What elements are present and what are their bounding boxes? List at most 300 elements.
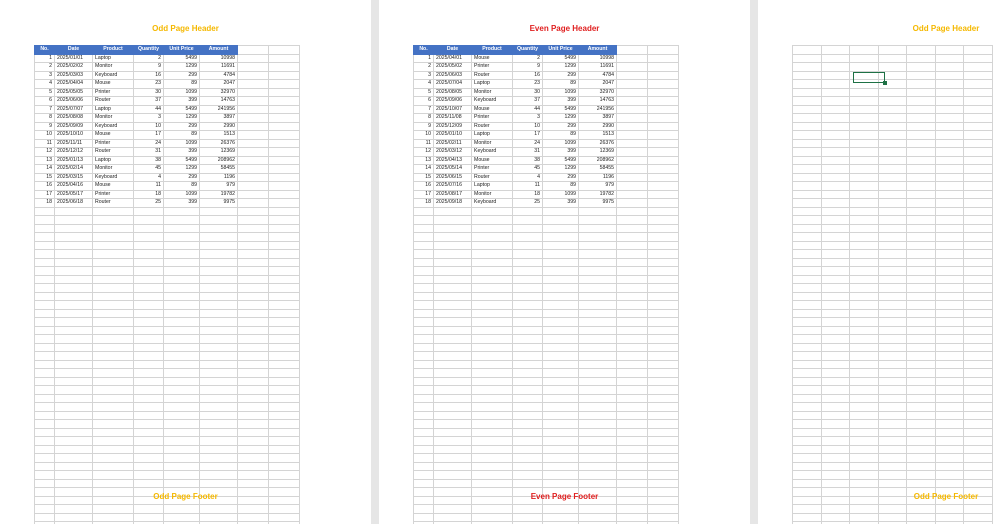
grid-cell[interactable] — [793, 284, 822, 293]
grid-cell[interactable] — [793, 105, 822, 114]
grid-cell[interactable] — [878, 267, 907, 276]
table-cell[interactable]: 3 — [35, 71, 55, 80]
grid-cell[interactable] — [134, 241, 164, 250]
grid-cell[interactable] — [648, 80, 679, 89]
grid-cell[interactable] — [434, 241, 472, 250]
table-cell[interactable]: 241956 — [200, 105, 238, 114]
grid-cell[interactable] — [269, 173, 300, 182]
grid-cell[interactable] — [543, 403, 579, 412]
table-cell[interactable]: 18 — [134, 190, 164, 199]
grid-cell[interactable] — [850, 148, 879, 157]
grid-cell[interactable] — [93, 513, 134, 522]
grid-cell[interactable] — [850, 207, 879, 216]
grid-cell[interactable] — [964, 88, 993, 97]
grid-cell[interactable] — [164, 301, 200, 310]
grid-cell[interactable] — [55, 411, 93, 420]
grid-cell[interactable] — [793, 182, 822, 191]
grid-cell[interactable] — [93, 301, 134, 310]
grid-cell[interactable] — [964, 428, 993, 437]
grid-cell[interactable] — [55, 335, 93, 344]
grid-cell[interactable] — [164, 360, 200, 369]
grid-cell[interactable] — [907, 233, 936, 242]
grid-cell[interactable] — [850, 318, 879, 327]
grid-cell[interactable] — [543, 267, 579, 276]
grid-cell[interactable] — [269, 326, 300, 335]
grid-cell[interactable] — [93, 394, 134, 403]
grid-cell[interactable] — [472, 513, 513, 522]
grid-cell[interactable] — [238, 445, 269, 454]
grid-cell[interactable] — [434, 258, 472, 267]
grid-cell[interactable] — [472, 335, 513, 344]
grid-cell[interactable] — [617, 394, 648, 403]
grid-cell[interactable] — [513, 394, 543, 403]
grid-cell[interactable] — [238, 292, 269, 301]
grid-cell[interactable] — [513, 301, 543, 310]
grid-cell[interactable] — [878, 199, 907, 208]
grid-cell[interactable] — [200, 309, 238, 318]
grid-cell[interactable] — [93, 335, 134, 344]
grid-cell[interactable] — [269, 63, 300, 72]
grid-cell[interactable] — [513, 428, 543, 437]
column-header[interactable]: Product — [472, 46, 513, 55]
grid-cell[interactable] — [164, 309, 200, 318]
grid-cell[interactable] — [907, 394, 936, 403]
grid-cell[interactable] — [269, 284, 300, 293]
table-cell[interactable]: 2025/01/13 — [55, 156, 93, 165]
table-cell[interactable]: 19782 — [200, 190, 238, 199]
grid-cell[interactable] — [200, 479, 238, 488]
grid-cell[interactable] — [821, 63, 850, 72]
grid-cell[interactable] — [617, 241, 648, 250]
grid-cell[interactable] — [472, 445, 513, 454]
grid-cell[interactable] — [648, 267, 679, 276]
grid-cell[interactable] — [850, 292, 879, 301]
table-cell[interactable]: 1299 — [543, 63, 579, 72]
table-cell[interactable]: 38 — [513, 156, 543, 165]
grid-cell[interactable] — [617, 479, 648, 488]
column-header[interactable]: Quantity — [513, 46, 543, 55]
grid-cell[interactable] — [850, 165, 879, 174]
grid-cell[interactable] — [269, 241, 300, 250]
grid-cell[interactable] — [821, 462, 850, 471]
grid-cell[interactable] — [55, 250, 93, 259]
grid-cell[interactable] — [513, 352, 543, 361]
grid-cell[interactable] — [513, 411, 543, 420]
grid-cell[interactable] — [648, 97, 679, 106]
grid-cell[interactable] — [935, 97, 964, 106]
grid-cell[interactable] — [238, 233, 269, 242]
grid-cell[interactable] — [850, 63, 879, 72]
grid-cell[interactable] — [617, 258, 648, 267]
grid-cell[interactable] — [414, 318, 434, 327]
grid-cell[interactable] — [414, 403, 434, 412]
grid-cell[interactable] — [579, 454, 617, 463]
table-cell[interactable]: 10 — [35, 131, 55, 140]
grid-cell[interactable] — [617, 335, 648, 344]
grid-cell[interactable] — [648, 275, 679, 284]
grid-cell[interactable] — [134, 513, 164, 522]
table-cell[interactable]: 12 — [414, 148, 434, 157]
table-cell[interactable]: Laptop — [472, 182, 513, 191]
grid-cell[interactable] — [55, 343, 93, 352]
grid-cell[interactable] — [850, 394, 879, 403]
grid-cell[interactable] — [269, 343, 300, 352]
grid-cell[interactable] — [238, 437, 269, 446]
grid-cell[interactable] — [850, 241, 879, 250]
grid-cell[interactable] — [93, 352, 134, 361]
grid-cell[interactable] — [821, 326, 850, 335]
table-cell[interactable]: 299 — [543, 122, 579, 131]
grid-cell[interactable] — [269, 437, 300, 446]
grid-cell[interactable] — [164, 471, 200, 480]
grid-cell[interactable] — [617, 250, 648, 259]
grid-cell[interactable] — [200, 335, 238, 344]
grid-cell[interactable] — [513, 369, 543, 378]
grid-cell[interactable] — [238, 207, 269, 216]
grid-cell[interactable] — [414, 309, 434, 318]
table-cell[interactable]: 2025/08/17 — [434, 190, 472, 199]
grid-cell[interactable] — [579, 360, 617, 369]
grid-cell[interactable] — [543, 292, 579, 301]
grid-cell[interactable] — [878, 309, 907, 318]
grid-cell[interactable] — [134, 360, 164, 369]
grid-cell[interactable] — [164, 369, 200, 378]
grid-cell[interactable] — [434, 360, 472, 369]
grid-cell[interactable] — [821, 224, 850, 233]
grid-cell[interactable] — [434, 377, 472, 386]
grid-cell[interactable] — [200, 301, 238, 310]
grid-cell[interactable] — [55, 462, 93, 471]
grid-cell[interactable] — [434, 420, 472, 429]
table-cell[interactable]: 2025/08/08 — [55, 114, 93, 123]
grid-cell[interactable] — [935, 335, 964, 344]
grid-cell[interactable] — [878, 445, 907, 454]
grid-cell[interactable] — [793, 148, 822, 157]
grid-cell[interactable] — [414, 284, 434, 293]
grid-cell[interactable] — [878, 97, 907, 106]
grid-cell[interactable] — [238, 122, 269, 131]
grid-cell[interactable] — [472, 437, 513, 446]
grid-cell[interactable] — [793, 233, 822, 242]
grid-cell[interactable] — [134, 275, 164, 284]
table-cell[interactable]: 11691 — [579, 63, 617, 72]
grid-cell[interactable] — [269, 88, 300, 97]
table-cell[interactable]: 2025/09/18 — [434, 199, 472, 208]
grid-cell[interactable] — [513, 233, 543, 242]
grid-cell[interactable] — [907, 301, 936, 310]
table-cell[interactable]: Laptop — [472, 80, 513, 89]
grid-cell[interactable] — [55, 394, 93, 403]
grid-cell[interactable] — [907, 71, 936, 80]
grid-cell[interactable] — [793, 318, 822, 327]
grid-cell[interactable] — [543, 241, 579, 250]
grid-cell[interactable] — [434, 275, 472, 284]
grid-cell[interactable] — [134, 309, 164, 318]
table-cell[interactable]: 2025/01/10 — [434, 131, 472, 140]
grid-cell[interactable] — [200, 267, 238, 276]
grid-cell[interactable] — [513, 437, 543, 446]
table-cell[interactable]: 14763 — [200, 97, 238, 106]
grid-cell[interactable] — [543, 513, 579, 522]
grid-cell[interactable] — [878, 462, 907, 471]
grid-cell[interactable] — [35, 241, 55, 250]
grid-cell[interactable] — [472, 369, 513, 378]
grid-cell[interactable] — [164, 428, 200, 437]
grid-cell[interactable] — [935, 292, 964, 301]
grid-cell[interactable] — [964, 437, 993, 446]
table-cell[interactable]: 10 — [513, 122, 543, 131]
grid-cell[interactable] — [878, 428, 907, 437]
grid-cell[interactable] — [793, 454, 822, 463]
grid-cell[interactable] — [200, 207, 238, 216]
grid-cell[interactable] — [269, 394, 300, 403]
table-cell[interactable]: 9975 — [200, 199, 238, 208]
grid-cell[interactable] — [907, 88, 936, 97]
grid-cell[interactable] — [935, 241, 964, 250]
grid-cell[interactable] — [434, 233, 472, 242]
grid-cell[interactable] — [617, 377, 648, 386]
grid-cell[interactable] — [164, 394, 200, 403]
grid-cell[interactable] — [648, 88, 679, 97]
grid-cell[interactable] — [935, 479, 964, 488]
grid-cell[interactable] — [35, 505, 55, 514]
grid-cell[interactable] — [648, 182, 679, 191]
grid-cell[interactable] — [617, 284, 648, 293]
grid-cell[interactable] — [543, 207, 579, 216]
table-cell[interactable]: 15 — [414, 173, 434, 182]
grid-cell[interactable] — [164, 403, 200, 412]
grid-cell[interactable] — [134, 445, 164, 454]
grid-cell[interactable] — [935, 454, 964, 463]
grid-cell[interactable] — [617, 224, 648, 233]
grid-cell[interactable] — [878, 377, 907, 386]
grid-cell[interactable] — [414, 513, 434, 522]
grid-cell[interactable] — [579, 420, 617, 429]
grid-cell[interactable] — [238, 411, 269, 420]
grid-cell[interactable] — [414, 394, 434, 403]
grid-cell[interactable] — [93, 420, 134, 429]
table-cell[interactable]: 4 — [414, 80, 434, 89]
grid-cell[interactable] — [35, 233, 55, 242]
grid-cell[interactable] — [964, 46, 993, 55]
table-cell[interactable]: Printer — [472, 114, 513, 123]
table-cell[interactable]: 399 — [164, 97, 200, 106]
grid-cell[interactable] — [35, 360, 55, 369]
grid-cell[interactable] — [907, 386, 936, 395]
table-cell[interactable]: 15 — [35, 173, 55, 182]
column-header[interactable]: Unit Price — [164, 46, 200, 55]
grid-cell[interactable] — [850, 420, 879, 429]
table-cell[interactable]: 37 — [134, 97, 164, 106]
grid-cell[interactable] — [93, 445, 134, 454]
grid-cell[interactable] — [134, 250, 164, 259]
table-cell[interactable]: 2025/04/01 — [434, 54, 472, 63]
grid-cell[interactable] — [35, 352, 55, 361]
table-cell[interactable]: 1299 — [164, 165, 200, 174]
table-cell[interactable]: 9975 — [579, 199, 617, 208]
grid-cell[interactable] — [472, 233, 513, 242]
grid-cell[interactable] — [543, 335, 579, 344]
grid-cell[interactable] — [93, 258, 134, 267]
grid-cell[interactable] — [543, 394, 579, 403]
grid-cell[interactable] — [617, 428, 648, 437]
table-cell[interactable]: 2025/12/12 — [55, 148, 93, 157]
grid-cell[interactable] — [648, 343, 679, 352]
grid-cell[interactable] — [434, 411, 472, 420]
grid-cell[interactable] — [648, 199, 679, 208]
grid-cell[interactable] — [935, 156, 964, 165]
table-cell[interactable]: 12 — [35, 148, 55, 157]
grid-cell[interactable] — [907, 216, 936, 225]
grid-cell[interactable] — [964, 326, 993, 335]
grid-cell[interactable] — [414, 250, 434, 259]
table-cell[interactable]: 2990 — [579, 122, 617, 131]
table-cell[interactable]: 2025/10/07 — [434, 105, 472, 114]
grid-cell[interactable] — [472, 275, 513, 284]
table-cell[interactable]: Mouse — [93, 131, 134, 140]
column-header[interactable]: Date — [434, 46, 472, 55]
grid-cell[interactable] — [964, 54, 993, 63]
grid-cell[interactable] — [238, 54, 269, 63]
grid-cell[interactable] — [617, 352, 648, 361]
grid-cell[interactable] — [579, 471, 617, 480]
grid-cell[interactable] — [617, 267, 648, 276]
grid-cell[interactable] — [472, 207, 513, 216]
grid-cell[interactable] — [35, 420, 55, 429]
grid-cell[interactable] — [648, 105, 679, 114]
table-cell[interactable]: 4 — [513, 173, 543, 182]
grid-cell[interactable] — [821, 241, 850, 250]
table-cell[interactable]: 1099 — [543, 139, 579, 148]
grid-cell[interactable] — [617, 182, 648, 191]
grid-cell[interactable] — [134, 479, 164, 488]
grid-cell[interactable] — [164, 335, 200, 344]
grid-cell[interactable] — [513, 335, 543, 344]
grid-cell[interactable] — [513, 420, 543, 429]
grid-cell[interactable] — [579, 352, 617, 361]
grid-cell[interactable] — [93, 241, 134, 250]
grid-cell[interactable] — [200, 284, 238, 293]
grid-cell[interactable] — [878, 335, 907, 344]
grid-cell[interactable] — [821, 216, 850, 225]
table-cell[interactable]: 2 — [414, 63, 434, 72]
grid-cell[interactable] — [907, 199, 936, 208]
table-cell[interactable]: 44 — [134, 105, 164, 114]
grid-cell[interactable] — [35, 335, 55, 344]
grid-cell[interactable] — [134, 411, 164, 420]
grid-cell[interactable] — [935, 462, 964, 471]
grid-cell[interactable] — [414, 454, 434, 463]
grid-cell[interactable] — [850, 131, 879, 140]
grid-cell[interactable] — [513, 309, 543, 318]
grid-cell[interactable] — [414, 369, 434, 378]
grid-cell[interactable] — [821, 496, 850, 505]
grid-cell[interactable] — [269, 97, 300, 106]
grid-cell[interactable] — [164, 462, 200, 471]
table-cell[interactable]: 7 — [414, 105, 434, 114]
grid-cell[interactable] — [434, 250, 472, 259]
grid-cell[interactable] — [35, 301, 55, 310]
grid-cell[interactable] — [648, 224, 679, 233]
grid-cell[interactable] — [472, 318, 513, 327]
grid-cell[interactable] — [821, 190, 850, 199]
grid-cell[interactable] — [935, 224, 964, 233]
grid-cell[interactable] — [648, 207, 679, 216]
table-cell[interactable]: Laptop — [93, 105, 134, 114]
grid-cell[interactable] — [617, 156, 648, 165]
grid-cell[interactable] — [238, 267, 269, 276]
grid-cell[interactable] — [164, 258, 200, 267]
grid-cell[interactable] — [907, 360, 936, 369]
grid-cell[interactable] — [543, 437, 579, 446]
table-cell[interactable]: Keyboard — [93, 173, 134, 182]
grid-cell[interactable] — [907, 190, 936, 199]
grid-cell[interactable] — [238, 462, 269, 471]
grid-cell[interactable] — [617, 292, 648, 301]
grid-cell[interactable] — [878, 88, 907, 97]
table-cell[interactable]: 11 — [134, 182, 164, 191]
grid-cell[interactable] — [579, 386, 617, 395]
grid-cell[interactable] — [579, 224, 617, 233]
grid-cell[interactable] — [964, 71, 993, 80]
grid-cell[interactable] — [850, 462, 879, 471]
grid-cell[interactable] — [472, 428, 513, 437]
grid-cell[interactable] — [269, 114, 300, 123]
grid-cell[interactable] — [964, 258, 993, 267]
grid-cell[interactable] — [935, 386, 964, 395]
grid-cell[interactable] — [164, 275, 200, 284]
grid-cell[interactable] — [648, 505, 679, 514]
grid-cell[interactable] — [793, 250, 822, 259]
grid-cell[interactable] — [878, 207, 907, 216]
grid-cell[interactable] — [617, 318, 648, 327]
grid-cell[interactable] — [964, 250, 993, 259]
table-cell[interactable]: 2025/01/01 — [55, 54, 93, 63]
grid-cell[interactable] — [878, 471, 907, 480]
grid-cell[interactable] — [935, 352, 964, 361]
grid-cell[interactable] — [935, 284, 964, 293]
column-header[interactable]: Amount — [200, 46, 238, 55]
grid-cell[interactable] — [907, 411, 936, 420]
grid-cell[interactable] — [907, 258, 936, 267]
grid-cell[interactable] — [579, 343, 617, 352]
grid-cell[interactable] — [935, 80, 964, 89]
table-cell[interactable]: 16 — [513, 71, 543, 80]
table-cell[interactable]: 18 — [414, 199, 434, 208]
grid-cell[interactable] — [55, 207, 93, 216]
table-cell[interactable]: Keyboard — [472, 97, 513, 106]
grid-cell[interactable] — [793, 165, 822, 174]
table-cell[interactable]: 23 — [134, 80, 164, 89]
grid-cell[interactable] — [513, 258, 543, 267]
table-cell[interactable]: 399 — [164, 199, 200, 208]
grid-cell[interactable] — [269, 139, 300, 148]
grid-cell[interactable] — [850, 105, 879, 114]
grid-cell[interactable] — [964, 513, 993, 522]
grid-cell[interactable] — [164, 318, 200, 327]
table-cell[interactable]: Monitor — [93, 165, 134, 174]
table-cell[interactable]: 9 — [134, 63, 164, 72]
grid-cell[interactable] — [878, 369, 907, 378]
table-cell[interactable]: 45 — [134, 165, 164, 174]
grid-cell[interactable] — [878, 479, 907, 488]
table-cell[interactable]: Monitor — [93, 63, 134, 72]
grid-cell[interactable] — [200, 462, 238, 471]
grid-cell[interactable] — [238, 335, 269, 344]
grid-cell[interactable] — [648, 420, 679, 429]
grid-cell[interactable] — [648, 131, 679, 140]
grid-cell[interactable] — [821, 88, 850, 97]
